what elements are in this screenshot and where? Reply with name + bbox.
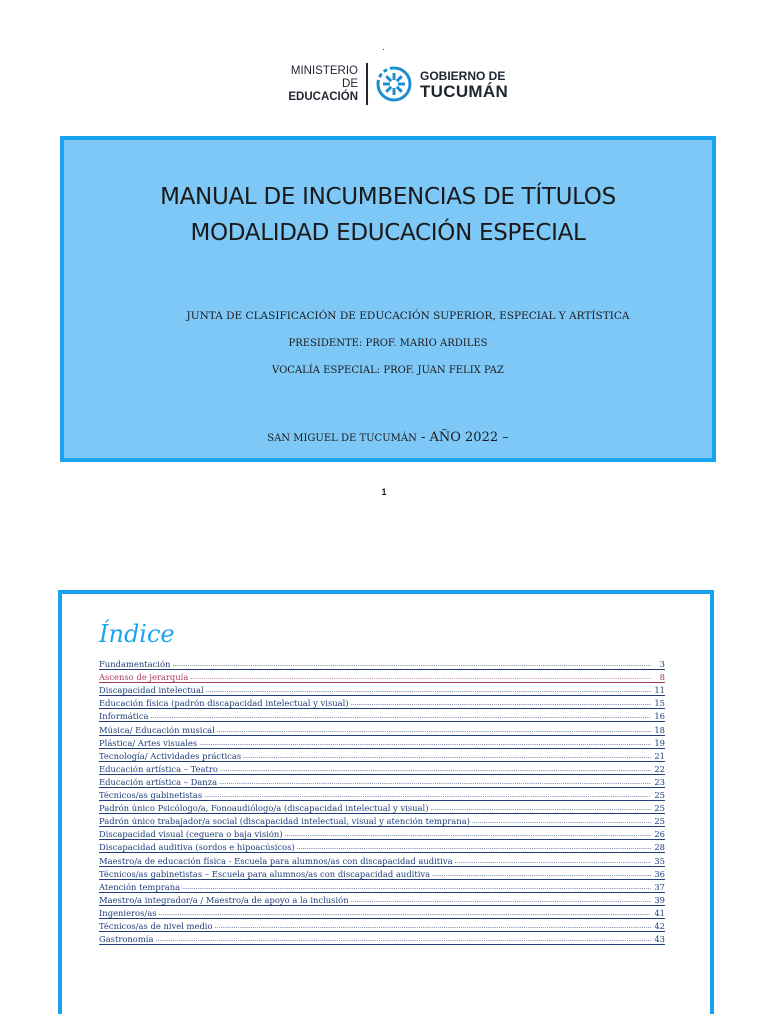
toc-entry[interactable] xyxy=(99,919,665,932)
toc-entry-page: 11 xyxy=(654,685,665,696)
toc-entry[interactable] xyxy=(99,736,665,749)
toc-entry-page: 25 xyxy=(654,803,665,814)
toc-entry-label: Música/ Educación musical xyxy=(99,724,215,735)
toc-leader-dots xyxy=(155,936,651,944)
toc-leader-dots xyxy=(220,766,651,774)
toc-leader-dots xyxy=(172,661,651,669)
toc-entry-label: Padrón único Psicólogo/a, Fonoaudiólogo/a (discapacidad intelectual y visual) xyxy=(99,803,429,814)
toc-entry-page: 42 xyxy=(654,920,665,931)
toc-entry-label: Atención temprana xyxy=(99,881,181,892)
toc-entry[interactable] xyxy=(99,749,665,762)
toc-leader-dots xyxy=(432,871,651,879)
toc-leader-dots xyxy=(219,779,651,787)
toc-title: Índice xyxy=(99,620,175,648)
toc-entry-label: Discapacidad auditiva (sordos e hipoacúsicos) xyxy=(99,842,295,853)
toc-entry[interactable] xyxy=(99,801,665,814)
toc-entry[interactable] xyxy=(99,906,665,919)
toc-leader-dots xyxy=(472,818,651,826)
toc-leader-dots xyxy=(159,910,651,918)
toc-entry-label: Padrón único trabajador/a social (discapacidad intelectual, visual y atención temprana) xyxy=(99,816,470,827)
cover-title-line2: MODALIDAD EDUCACIÓN ESPECIAL xyxy=(190,220,586,246)
toc-entry-label: Ingenieros/as xyxy=(99,907,157,918)
toc-entry-label: Gastronomía xyxy=(99,934,154,945)
sun-emblem-icon xyxy=(374,64,414,104)
toc-entry-page: 18 xyxy=(654,724,665,735)
toc-entry-page: 15 xyxy=(654,698,665,709)
toc-leader-dots xyxy=(431,805,652,813)
toc-entry[interactable] xyxy=(99,670,665,683)
toc-entry-page: 35 xyxy=(654,855,665,866)
cover-box xyxy=(60,136,716,462)
toc-entry-page: 25 xyxy=(654,816,665,827)
toc-entry-label: Técnicos/as de nivel medio xyxy=(99,920,213,931)
toc-entry[interactable] xyxy=(99,827,665,840)
toc-entry-label: Tecnología/ Actividades prácticas xyxy=(99,750,242,761)
toc-entry-page: 25 xyxy=(654,790,665,801)
toc-entry-page: 23 xyxy=(654,776,665,787)
toc-entry-page: 41 xyxy=(654,907,665,918)
cover-place-year xyxy=(64,430,712,445)
toc-leader-dots xyxy=(204,792,651,800)
cover-place: SAN MIGUEL DE TUCUMÁN xyxy=(267,433,417,444)
gov-line2: TUCUMÁN xyxy=(420,82,509,101)
toc-entry-label: Informática xyxy=(99,711,149,722)
toc-leader-dots xyxy=(217,727,651,735)
toc-entry-label: Técnicos/as gabinetistas xyxy=(99,790,203,801)
gov-line1: GOBIERNO DE xyxy=(420,69,506,83)
toc-leader-dots xyxy=(190,674,651,682)
toc-entry[interactable] xyxy=(99,762,665,775)
toc-leader-dots xyxy=(243,753,651,761)
toc-entry-label: Ascenso de jerarquía xyxy=(99,672,189,683)
toc-entry-page: 28 xyxy=(654,842,665,853)
ministry-logo xyxy=(280,62,508,106)
toc-entry-label: Discapacidad intelectual xyxy=(99,685,204,696)
toc-entry-page: 16 xyxy=(654,711,665,722)
cover-year: - AÑO 2022 – xyxy=(416,430,509,445)
cover-presidente: PRESIDENTE: PROF. MARIO ARDILES xyxy=(288,338,488,349)
toc-entry[interactable] xyxy=(99,709,665,722)
toc-entry[interactable] xyxy=(99,867,665,880)
toc-entry-page: 21 xyxy=(654,750,665,761)
toc-leader-dots xyxy=(297,844,651,852)
ministry-line1: MINISTERIO DE xyxy=(290,64,358,90)
toc-entry-page: 43 xyxy=(654,934,665,945)
toc-entry-label: Discapacidad visual (ceguera o baja visión) xyxy=(99,829,283,840)
toc-entry-page: 37 xyxy=(654,881,665,892)
toc-entry-page: 19 xyxy=(654,737,665,748)
government-name xyxy=(420,69,508,99)
toc-entry[interactable] xyxy=(99,722,665,735)
toc-entry-label: Maestro/a integrador/a / Maestro/a de apoyo a la inclusión xyxy=(99,894,349,905)
toc-leader-dots xyxy=(215,923,651,931)
toc-entry[interactable] xyxy=(99,788,665,801)
toc-entry-label: Educación física (padrón discapacidad intelectual y visual) xyxy=(99,698,349,709)
logo-divider xyxy=(366,63,368,105)
toc-entry[interactable] xyxy=(99,683,665,696)
toc-entry-label: Educación artística – Teatro xyxy=(99,763,218,774)
toc-entry[interactable] xyxy=(99,840,665,853)
toc-entry[interactable] xyxy=(99,893,665,906)
toc-entry[interactable] xyxy=(99,814,665,827)
toc-entry[interactable] xyxy=(99,657,665,670)
cover-title-line1: MANUAL DE INCUMBENCIAS DE TÍTULOS xyxy=(160,184,616,210)
toc-entry[interactable] xyxy=(99,853,665,866)
cover-junta: JUNTA DE CLASIFICACIÓN DE EDUCACIÓN SUPERIOR, ESPECIAL Y ARTÍSTICA xyxy=(186,310,630,322)
toc-entry-page: 26 xyxy=(654,829,665,840)
toc-leader-dots xyxy=(206,687,651,695)
toc-leader-dots xyxy=(351,700,651,708)
toc-entry[interactable] xyxy=(99,880,665,893)
toc-entry-page: 8 xyxy=(659,672,665,683)
toc-leader-dots xyxy=(285,831,651,839)
toc-leader-dots xyxy=(351,897,651,905)
toc-entry-label: Educación artística – Danza xyxy=(99,776,218,787)
table-of-contents xyxy=(58,590,714,1014)
toc-entry[interactable] xyxy=(99,696,665,709)
toc-leader-dots xyxy=(455,858,651,866)
toc-entry[interactable] xyxy=(99,932,665,945)
header-mark: · xyxy=(382,44,386,55)
toc-leader-dots xyxy=(199,740,651,748)
toc-entry-label: Plástica/ Artes visuales xyxy=(99,737,198,748)
toc-leader-dots xyxy=(182,884,651,892)
toc-entry-page: 36 xyxy=(654,868,665,879)
toc-entry-page: 3 xyxy=(659,659,665,670)
cover-vocalia: VOCALÍA ESPECIAL: PROF. JUAN FELIX PAZ xyxy=(272,365,504,376)
toc-entry[interactable] xyxy=(99,775,665,788)
toc-entry-label: Fundamentación xyxy=(99,659,171,670)
toc-list xyxy=(99,657,665,945)
ministry-line2: EDUCACIÓN xyxy=(288,90,358,103)
toc-entry-label: Maestro/a de educación física - Escuela para alumnos/as con discapacidad auditiva xyxy=(99,855,453,866)
ministry-name xyxy=(280,65,358,104)
toc-entry-label: Técnicos/as gabinetistas – Escuela para alumnos/as con discapacidad auditiva xyxy=(99,868,431,879)
page-number: 1 xyxy=(381,487,387,497)
toc-leader-dots xyxy=(151,713,651,721)
toc-entry-page: 39 xyxy=(654,894,665,905)
toc-entry-page: 22 xyxy=(654,763,665,774)
